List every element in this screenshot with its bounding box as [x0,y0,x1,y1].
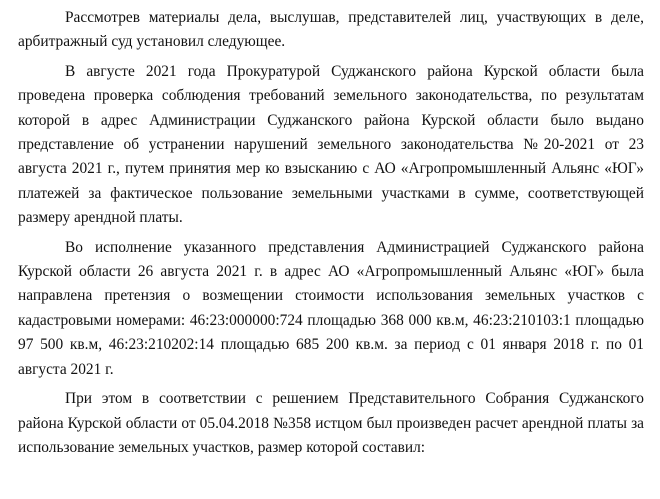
paragraph-prosecutor-inspection: В августе 2021 года Прокуратурой Суджанского района Курской области была проведена проверка соблюдения требований земельного законодательства, по результатам которой в адрес Администрации Суджанского района Курской области было выдано представление об устранении нарушений земельного законодательства №20-2021 от 23 августа 2021 г., путем принятия мер ко взысканию с АО «Агропромышленный Альянс «ЮГ» платежей за фактическое пользование земельными участками в сумме, соответствующей размеру арендной платы. [18,62,644,227]
document-page [18,6,644,465]
paragraph-claim-sent: Во исполнение указанного представления Администрацией Суджанского района Курской области 26 августа 2021 г. в адрес АО «Агропромышленный Альянс «ЮГ» была направлена претензия о возмещении стоимости использования земельных участков с кадастровыми номерами: 46:23:000000:724 площадью 368 000 кв.м, 46:23:210103:1 площадью 97 500 кв.м, 46:23:210202:14 площадью 685 200 кв.м. за период с 01 января 2018 г. по 01 августа 2021 г. [18,238,644,378]
paragraph-findings-intro: Рассмотрев материалы дела, выслушав, представителей лиц, участвующих в деле, арбитражный суд установил следующее. [18,9,644,51]
paragraph-rent-calculation: При этом в соответствии с решением Представительного Собрания Суджанского района Курской области от 05.04.2018 №358 истцом был произведен расчет арендной платы за использование земельных участков, размер которой составил: [18,390,644,456]
